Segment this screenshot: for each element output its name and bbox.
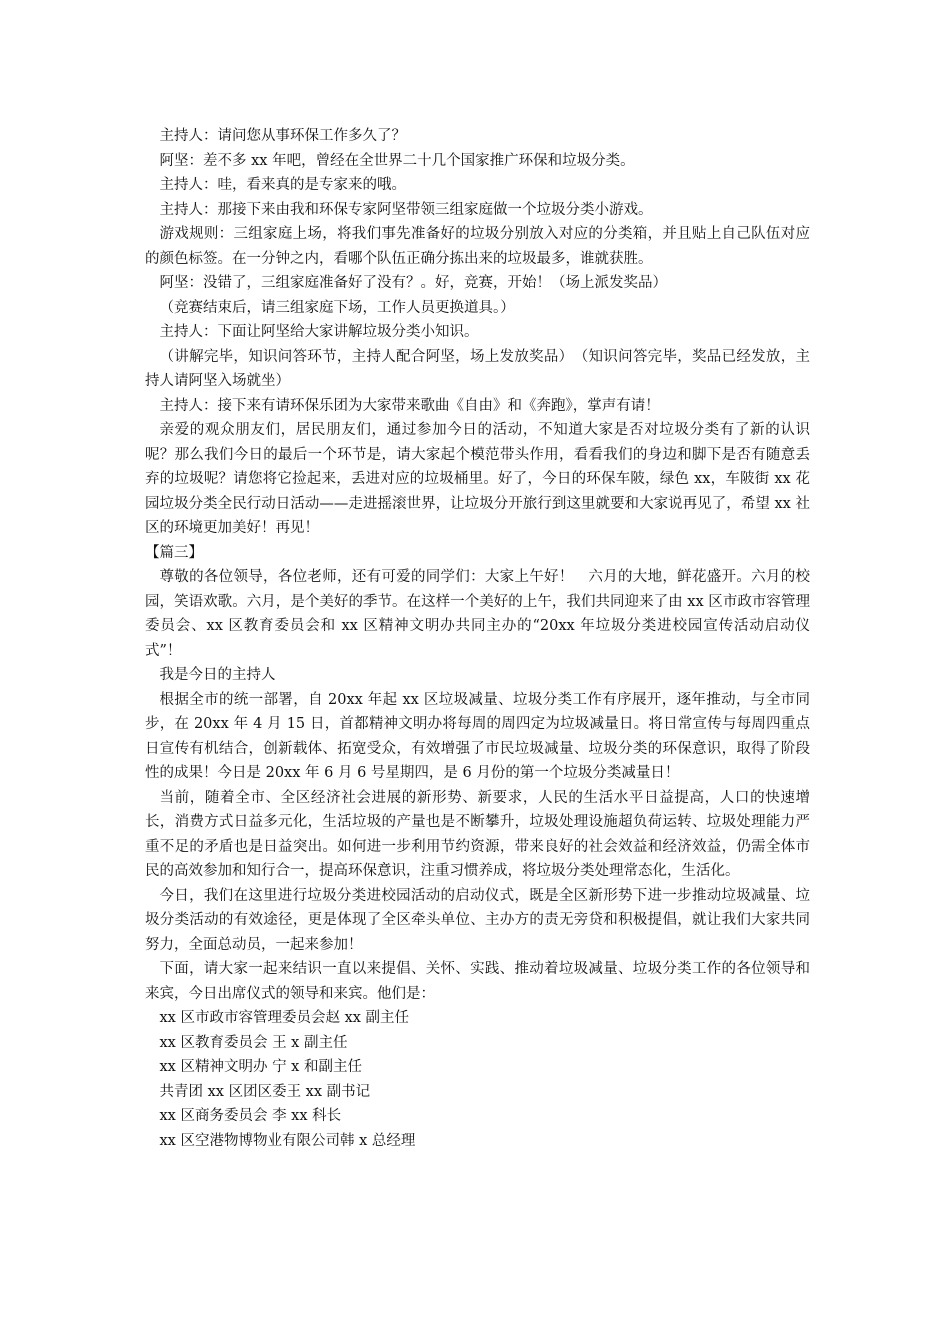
section-title: 【篇三】: [145, 544, 203, 561]
guest-list: [145, 1006, 810, 1153]
dialogue-line: 主持人：下面让阿坚给大家讲解垃圾分类小知识。: [159, 324, 479, 340]
game-rules-paragraph: 游戏规则：三组家庭上场，将我们事先准备好的垃圾分别放入对应的分类箱，并且贴上自己队伍对应的颜色标签。在一分钟之内，看哪个队伍正确分拣出来的垃圾最多，谁就获胜。: [145, 226, 810, 267]
guest-item: 共青团 xx 区团区委王 xx 副书记: [159, 1083, 371, 1100]
host-intro-line: 我是今日的主持人: [159, 667, 276, 683]
closing-paragraph: 亲爱的观众朋友们，居民朋友们，通过参加今日的活动，不知道大家是否对垃圾分类有了新的认识呢？那么我们今日的最后一个环节是，请大家起个模范带头作用，看看我们的身边和脚下是否有随意丢弃的垃圾呢？请您将它捡起来，丢进对应的垃圾桶里。好了，今日的环保车陂，绿色 xx，车陂街 xx 花园垃圾分类全民行动日活动——走进摇滚世界，让垃圾分开旅行到这里就要和大家说再见了，希望 xx 社区的环境更加美好！再见！: [145, 422, 810, 536]
dialogue-line: 主持人：哇，看来真的是专家来的哦。: [159, 177, 406, 193]
stage-direction: （竞赛结束后，请三组家庭下场，工作人员更换道具。）: [159, 299, 515, 316]
stage-direction: （讲解完毕，知识问答环节，主持人配合阿坚，场上发放奖品） （知识问答完毕，奖品已经发放，主持人请阿坚入场就坐）: [145, 348, 810, 389]
guest-item: xx 区空港物博物业有限公司韩 x 总经理: [159, 1132, 416, 1149]
opening-paragraph: 尊敬的各位领导，各位老师，还有可爱的同学们：大家上午好！ 六月的大地，鲜花盛开。六月的校园，笑语欢歌。六月，是个美好的季节。在这样一个美好的上午，我们共同迎来了由 xx 区市政市容管理委员会、xx 区教育委员会和 xx 区精神文明办共同主办的“20xx 年垃圾分类进校园宣传活动启动仪式”！: [145, 569, 810, 659]
guest-item: xx 区精神文明办 宁 x 和副主任: [159, 1059, 362, 1075]
dialogue-line: 阿坚：差不多 xx 年吧，曾经在全世界二十几个国家推广环保和垃圾分类。: [159, 152, 635, 169]
document-page: [145, 124, 810, 1153]
body-paragraph: 当前，随着全市、全区经济社会进展的新形势、新要求，人民的生活水平日益提高，人口的快速增长，消费方式日益多元化，生活垃圾的产量也是不断攀升，垃圾处理设施超负荷运转、垃圾处理能力严重不足的矛盾也是日益突出。如何进一步利用节约资源，带来良好的社会效益和经济效益，仍需全体市民的高效参加和知行合一，提高环保意识，注重习惯养成，将垃圾分类处理常态化，生活化。: [145, 789, 810, 879]
body-paragraph: 根据全市的统一部署，自 20xx 年起 xx 区垃圾减量、垃圾分类工作有序展开，逐年推动，与全市同步，在 20xx 年 4 月 15 日，首都精神文明办将每周的周四定为垃圾减量日。将日常宣传与每周四重点日宣传有机结合，创新载体、拓宽受众，有效增强了市民垃圾减量、垃圾分类的环保意识，取得了阶段性的成果！今日是 20xx 年 6 月 6 号星期四，是 6 月份的第一个垃圾分类减量日！: [145, 691, 810, 781]
dialogue-line: 阿坚：没错了，三组家庭准备好了没有？。好，竞赛，开始！（场上派发奖品）: [159, 275, 667, 291]
guest-item: xx 区市政市容管理委员会赵 xx 副主任: [159, 1010, 410, 1026]
guest-item: xx 区教育委员会 王 x 副主任: [159, 1034, 348, 1051]
dialogue-line: 主持人：接下来有请环保乐团为大家带来歌曲《自由》和《奔跑》，掌声有请！: [159, 397, 660, 414]
guest-item: xx 区商务委员会 李 xx 科长: [159, 1108, 342, 1124]
body-paragraph: 下面，请大家一起来结识一直以来提倡、关怀、实践、推动着垃圾减量、垃圾分类工作的各位领导和来宾，今日出席仪式的领导和来宾。他们是：: [145, 961, 810, 1002]
dialogue-line: 主持人：那接下来由我和环保专家阿坚带领三组家庭做一个垃圾分类小游戏。: [159, 201, 653, 218]
dialogue-line: 主持人：请问您从事环保工作多久了？: [159, 128, 406, 144]
body-paragraph: 今日，我们在这里进行垃圾分类进校园活动的启动仪式，既是全区新形势下进一步推动垃圾减量、垃圾分类活动的有效途径，更是体现了全区牵头单位、主办方的责无旁贷和积极提倡，就让我们大家共同努力，全面总动员，一起来参加！: [145, 887, 810, 953]
